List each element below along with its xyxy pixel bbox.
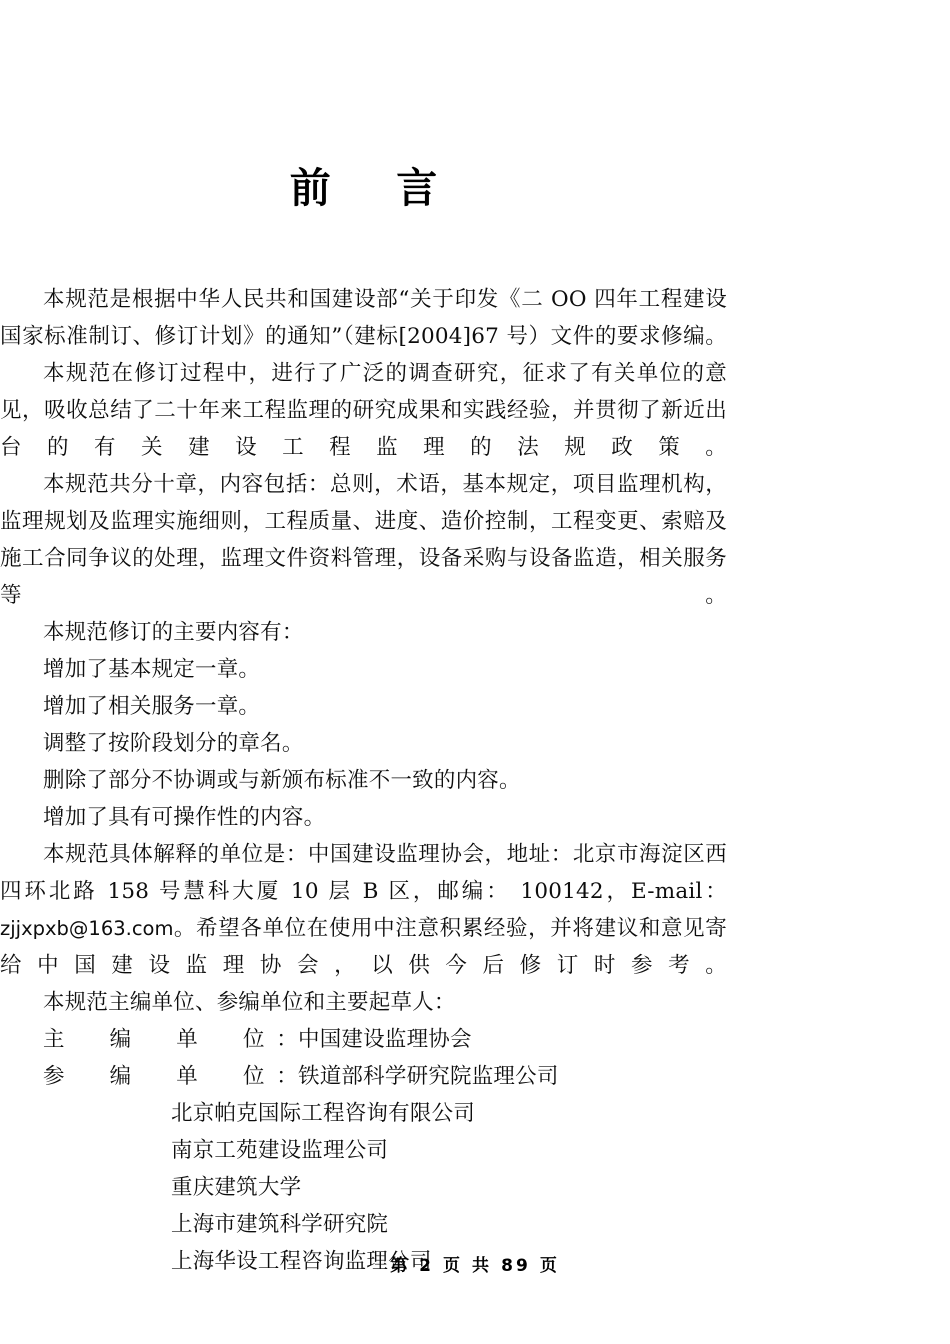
chief-editor-row [0, 1021, 727, 1058]
participating-editor-colon: ： [276, 1064, 298, 1089]
revision-item: 增加了具有可操作性的内容。 [43, 805, 326, 830]
revision-item: 增加了相关服务一章。 [43, 694, 261, 719]
participating-editor-label: 参 编 单 位 [43, 1064, 277, 1089]
revision-item: 调整了按阶段划分的章名。 [43, 731, 304, 756]
revision-intro: 本规范修订的主要内容有： [43, 620, 304, 645]
participating-unit: 上海市建筑科学研究院 [171, 1212, 389, 1237]
paragraph-contact-info [0, 836, 727, 984]
participating-editor-row [0, 1058, 727, 1095]
contact-text-after-email: 。希望各单位在使用中注意积累经验，并将建议和意见寄给中国建设监理协会，以供今后修订时参考。 [0, 916, 727, 978]
contact-text-before-email: 本规范具体解释的单位是：中国建设监理协会，地址：北京市海淀区西四环北路 158 号慧科大厦 10 层 B 区，邮编： 100142，E-mail： [0, 842, 727, 904]
participating-unit: 上海华设工程咨询监理公司 [171, 1249, 432, 1274]
revision-item: 增加了基本规定一章。 [43, 657, 261, 682]
contact-email: zjjxpxb@163.com [0, 917, 174, 940]
paragraph-scope-basis: 本规范是根据中华人民共和国建设部“关于印发《二 OO 四年工程建设国家标准制订、修订计划》的通知”（建标[2004]67 号）文件的要求修编。 [0, 287, 727, 349]
participating-unit: 北京帕克国际工程咨询有限公司 [171, 1101, 476, 1126]
participating-editor-value: 铁道部科学研究院监理公司 [298, 1064, 559, 1089]
paragraph-revision-process: 本规范在修订过程中，进行了广泛的调查研究，征求了有关单位的意见，吸收总结了二十年来工程监理的研究成果和实践经验，并贯彻了新近出台的有关建设工程监理的法规政策。 [0, 361, 727, 460]
participating-unit: 南京工苑建设监理公司 [171, 1138, 389, 1163]
credits-intro: 本规范主编单位、参编单位和主要起草人： [43, 990, 456, 1015]
participating-unit: 重庆建筑大学 [171, 1175, 302, 1200]
revision-item: 删除了部分不协调或与新颁布标准不一致的内容。 [43, 768, 521, 793]
chief-editor-colon: ： [276, 1027, 298, 1052]
paragraph-chapter-contents: 本规范共分十章，内容包括：总则，术语，基本规定，项目监理机构，监理规划及监理实施细则，工程质量、进度、造价控制，工程变更、索赔及施工合同争议的处理，监理文件资料管理，设备采购与设备监造，相关服务等。 [0, 472, 727, 608]
chief-editor-value: 中国建设监理协会 [298, 1027, 472, 1052]
document-body [0, 281, 727, 1280]
page-footer: 第 2 页 共 89 页 [390, 1256, 560, 1276]
chief-editor-label: 主 编 单 位 [43, 1027, 277, 1052]
page-title: 前 言 [289, 164, 450, 212]
